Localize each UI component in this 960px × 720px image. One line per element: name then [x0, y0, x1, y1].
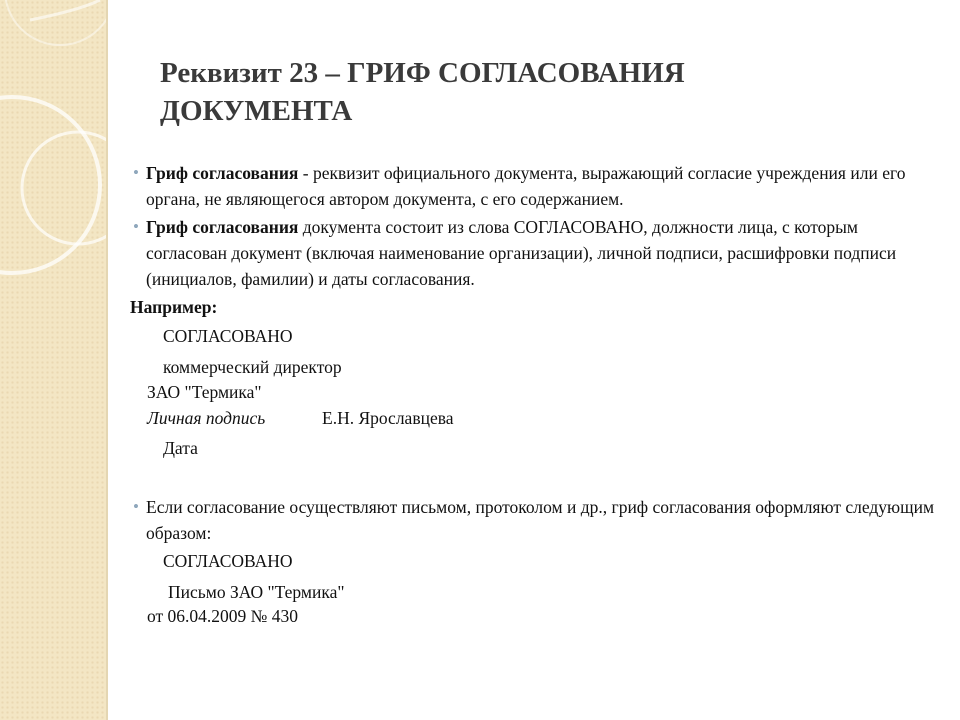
side-panel-divider [106, 0, 108, 720]
example-label: Например: [130, 297, 218, 317]
example-1-agreed: СОГЛАСОВАНО [163, 326, 293, 346]
decorative-side-panel [0, 0, 106, 720]
bullet-composition [130, 214, 930, 292]
bullet-text: документа состоит из слова СОГЛАСОВАНО, должности лица, с которым согласован документ (включая наименование организации), личной подписи, расшифровки подписи (инициалов, фамилии) и даты согласования. [146, 217, 897, 289]
title-line-1: Реквизит 23 – ГРИФ СОГЛАСОВАНИЯ [160, 57, 685, 89]
title-line-2: ДОКУМЕНТА [160, 95, 353, 127]
bullet-term: Гриф согласования [146, 163, 299, 183]
decorative-rings [0, 0, 106, 720]
slide-title [160, 54, 860, 130]
example-1-org: ЗАО "Термика" [147, 382, 262, 402]
bullet-letter-agreement [130, 494, 946, 546]
example-2-letter: Письмо ЗАО "Термика" [168, 582, 345, 602]
example-1-signature: Личная подпись [147, 408, 266, 428]
example-1-position: коммерческий директор [163, 357, 342, 377]
example-1-signature-line [147, 408, 265, 429]
bullet-icon: • [133, 497, 139, 516]
example-2-agreed: СОГЛАСОВАНО [163, 551, 293, 571]
bullet-icon: • [133, 163, 139, 182]
example-1-date: Дата [163, 438, 198, 458]
bullet-text: - реквизит официального документа, выражающий согласие учреждения или его органа, не являющегося автором документа, с его содержанием. [146, 163, 906, 209]
example-1-signer: Е.Н. Ярославцева [322, 408, 454, 428]
bullet-definition [130, 160, 930, 212]
bullet-term: Гриф согласования [146, 217, 299, 237]
bullet-text: Если согласование осуществляют письмом, протоколом и др., гриф согласования оформляют следующим образом: [146, 497, 935, 543]
slide-body [130, 160, 930, 320]
bullet-icon: • [133, 217, 139, 236]
example-2-date-number: от 06.04.2009 № 430 [147, 606, 298, 626]
